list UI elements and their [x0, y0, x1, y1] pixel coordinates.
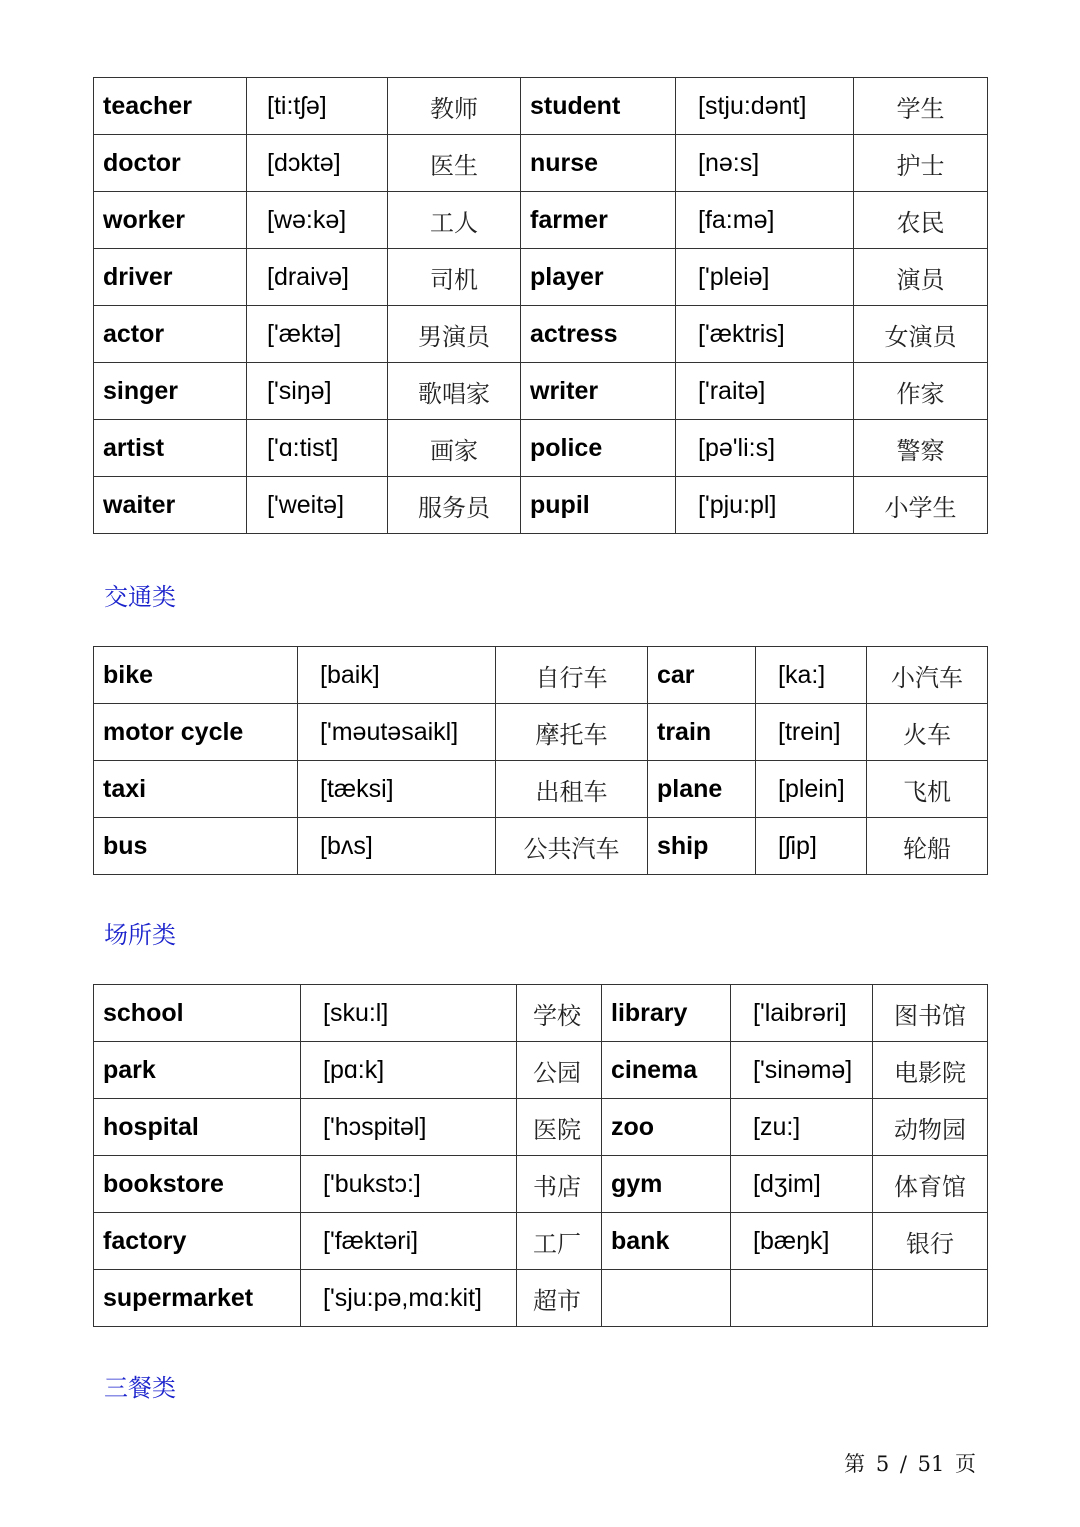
english-word: nurse	[521, 135, 676, 192]
english-word: driver	[94, 249, 247, 306]
phonetic: ['pleiə]	[676, 249, 854, 306]
table-row	[94, 78, 988, 135]
english-word	[602, 1270, 731, 1327]
chinese-meaning: 飞机	[867, 761, 988, 818]
phonetic: [zu:]	[731, 1099, 873, 1156]
chinese-meaning: 护士	[854, 135, 988, 192]
english-word: teacher	[94, 78, 247, 135]
chinese-meaning: 画家	[388, 420, 521, 477]
chinese-meaning: 男演员	[388, 306, 521, 363]
table-row	[94, 647, 988, 704]
english-word: factory	[94, 1213, 301, 1270]
chinese-meaning: 摩托车	[496, 704, 648, 761]
chinese-meaning: 医生	[388, 135, 521, 192]
table-row	[94, 1213, 988, 1270]
english-word: gym	[602, 1156, 731, 1213]
chinese-meaning: 工人	[388, 192, 521, 249]
english-word: plane	[648, 761, 756, 818]
english-word: bookstore	[94, 1156, 301, 1213]
english-word: doctor	[94, 135, 247, 192]
chinese-meaning: 学校	[517, 985, 602, 1042]
chinese-meaning: 书店	[517, 1156, 602, 1213]
english-word: ship	[648, 818, 756, 875]
table-row	[94, 985, 988, 1042]
chinese-meaning: 工厂	[517, 1213, 602, 1270]
transport-vocab-table	[93, 646, 988, 875]
phonetic: ['sju:pə,mɑ:kit]	[301, 1270, 517, 1327]
jobs-vocab-table	[93, 77, 988, 534]
chinese-meaning: 动物园	[873, 1099, 988, 1156]
phonetic	[731, 1270, 873, 1327]
table-row	[94, 1156, 988, 1213]
transport-heading: 交通类	[104, 583, 176, 611]
places-heading: 场所类	[104, 921, 176, 949]
chinese-meaning: 警察	[854, 420, 988, 477]
table-row	[94, 818, 988, 875]
phonetic: ['pju:pl]	[676, 477, 854, 534]
chinese-meaning: 女演员	[854, 306, 988, 363]
chinese-meaning: 公园	[517, 1042, 602, 1099]
phonetic: ['məutəsaikl]	[298, 704, 496, 761]
english-word: farmer	[521, 192, 676, 249]
english-word: pupil	[521, 477, 676, 534]
phonetic: [trein]	[756, 704, 867, 761]
english-word: student	[521, 78, 676, 135]
chinese-meaning: 火车	[867, 704, 988, 761]
phonetic: [baik]	[298, 647, 496, 704]
chinese-meaning: 超市	[517, 1270, 602, 1327]
english-word: cinema	[602, 1042, 731, 1099]
table-row	[94, 420, 988, 477]
phonetic: [dʒim]	[731, 1156, 873, 1213]
phonetic: ['æktə]	[247, 306, 388, 363]
chinese-meaning: 公共汽车	[496, 818, 648, 875]
phonetic: ['laibrəri]	[731, 985, 873, 1042]
table-row	[94, 306, 988, 363]
chinese-meaning: 体育馆	[873, 1156, 988, 1213]
phonetic: [ʃip]	[756, 818, 867, 875]
table-row	[94, 704, 988, 761]
chinese-meaning: 银行	[873, 1213, 988, 1270]
chinese-meaning: 电影院	[873, 1042, 988, 1099]
places-vocab-table	[93, 984, 988, 1327]
phonetic: [dɔktə]	[247, 135, 388, 192]
table-row	[94, 1270, 988, 1327]
chinese-meaning: 医院	[517, 1099, 602, 1156]
phonetic: [wə:kə]	[247, 192, 388, 249]
chinese-meaning: 自行车	[496, 647, 648, 704]
english-word: bank	[602, 1213, 731, 1270]
english-word: motor cycle	[94, 704, 298, 761]
table-row	[94, 249, 988, 306]
english-word: supermarket	[94, 1270, 301, 1327]
english-word: hospital	[94, 1099, 301, 1156]
phonetic: [pɑ:k]	[301, 1042, 517, 1099]
phonetic: ['ɑ:tist]	[247, 420, 388, 477]
phonetic: ['siŋə]	[247, 363, 388, 420]
chinese-meaning: 小学生	[854, 477, 988, 534]
english-word: library	[602, 985, 731, 1042]
phonetic: [ka:]	[756, 647, 867, 704]
phonetic: [bæŋk]	[731, 1213, 873, 1270]
phonetic: [bʌs]	[298, 818, 496, 875]
phonetic: [pə'li:s]	[676, 420, 854, 477]
table-row	[94, 1042, 988, 1099]
chinese-meaning: 作家	[854, 363, 988, 420]
phonetic: ['æktris]	[676, 306, 854, 363]
chinese-meaning: 图书馆	[873, 985, 988, 1042]
english-word: writer	[521, 363, 676, 420]
chinese-meaning: 小汽车	[867, 647, 988, 704]
english-word: car	[648, 647, 756, 704]
phonetic: ['sinəmə]	[731, 1042, 873, 1099]
chinese-meaning: 服务员	[388, 477, 521, 534]
english-word: artist	[94, 420, 247, 477]
english-word: zoo	[602, 1099, 731, 1156]
english-word: singer	[94, 363, 247, 420]
phonetic: [sku:l]	[301, 985, 517, 1042]
phonetic: [stju:dənt]	[676, 78, 854, 135]
chinese-meaning: 轮船	[867, 818, 988, 875]
phonetic: [nə:s]	[676, 135, 854, 192]
english-word: taxi	[94, 761, 298, 818]
phonetic: ['weitə]	[247, 477, 388, 534]
phonetic: [tæksi]	[298, 761, 496, 818]
english-word: bus	[94, 818, 298, 875]
meals-heading: 三餐类	[104, 1374, 176, 1402]
english-word: train	[648, 704, 756, 761]
chinese-meaning: 歌唱家	[388, 363, 521, 420]
english-word: waiter	[94, 477, 247, 534]
english-word: police	[521, 420, 676, 477]
page-number: 第 5 / 51 页	[844, 1452, 976, 1476]
phonetic: ['bukstɔ:]	[301, 1156, 517, 1213]
english-word: park	[94, 1042, 301, 1099]
phonetic: [ti:tʃə]	[247, 78, 388, 135]
table-row	[94, 363, 988, 420]
chinese-meaning	[873, 1270, 988, 1327]
english-word: player	[521, 249, 676, 306]
table-row	[94, 135, 988, 192]
english-word: worker	[94, 192, 247, 249]
table-row	[94, 477, 988, 534]
phonetic: ['raitə]	[676, 363, 854, 420]
chinese-meaning: 司机	[388, 249, 521, 306]
chinese-meaning: 出租车	[496, 761, 648, 818]
table-row	[94, 1099, 988, 1156]
phonetic: ['fæktəri]	[301, 1213, 517, 1270]
phonetic: ['hɔspitəl]	[301, 1099, 517, 1156]
english-word: bike	[94, 647, 298, 704]
phonetic: [plein]	[756, 761, 867, 818]
chinese-meaning: 学生	[854, 78, 988, 135]
english-word: actress	[521, 306, 676, 363]
chinese-meaning: 演员	[854, 249, 988, 306]
phonetic: [fa:mə]	[676, 192, 854, 249]
english-word: school	[94, 985, 301, 1042]
chinese-meaning: 农民	[854, 192, 988, 249]
table-row	[94, 761, 988, 818]
english-word: actor	[94, 306, 247, 363]
chinese-meaning: 教师	[388, 78, 521, 135]
phonetic: [draivə]	[247, 249, 388, 306]
table-row	[94, 192, 988, 249]
